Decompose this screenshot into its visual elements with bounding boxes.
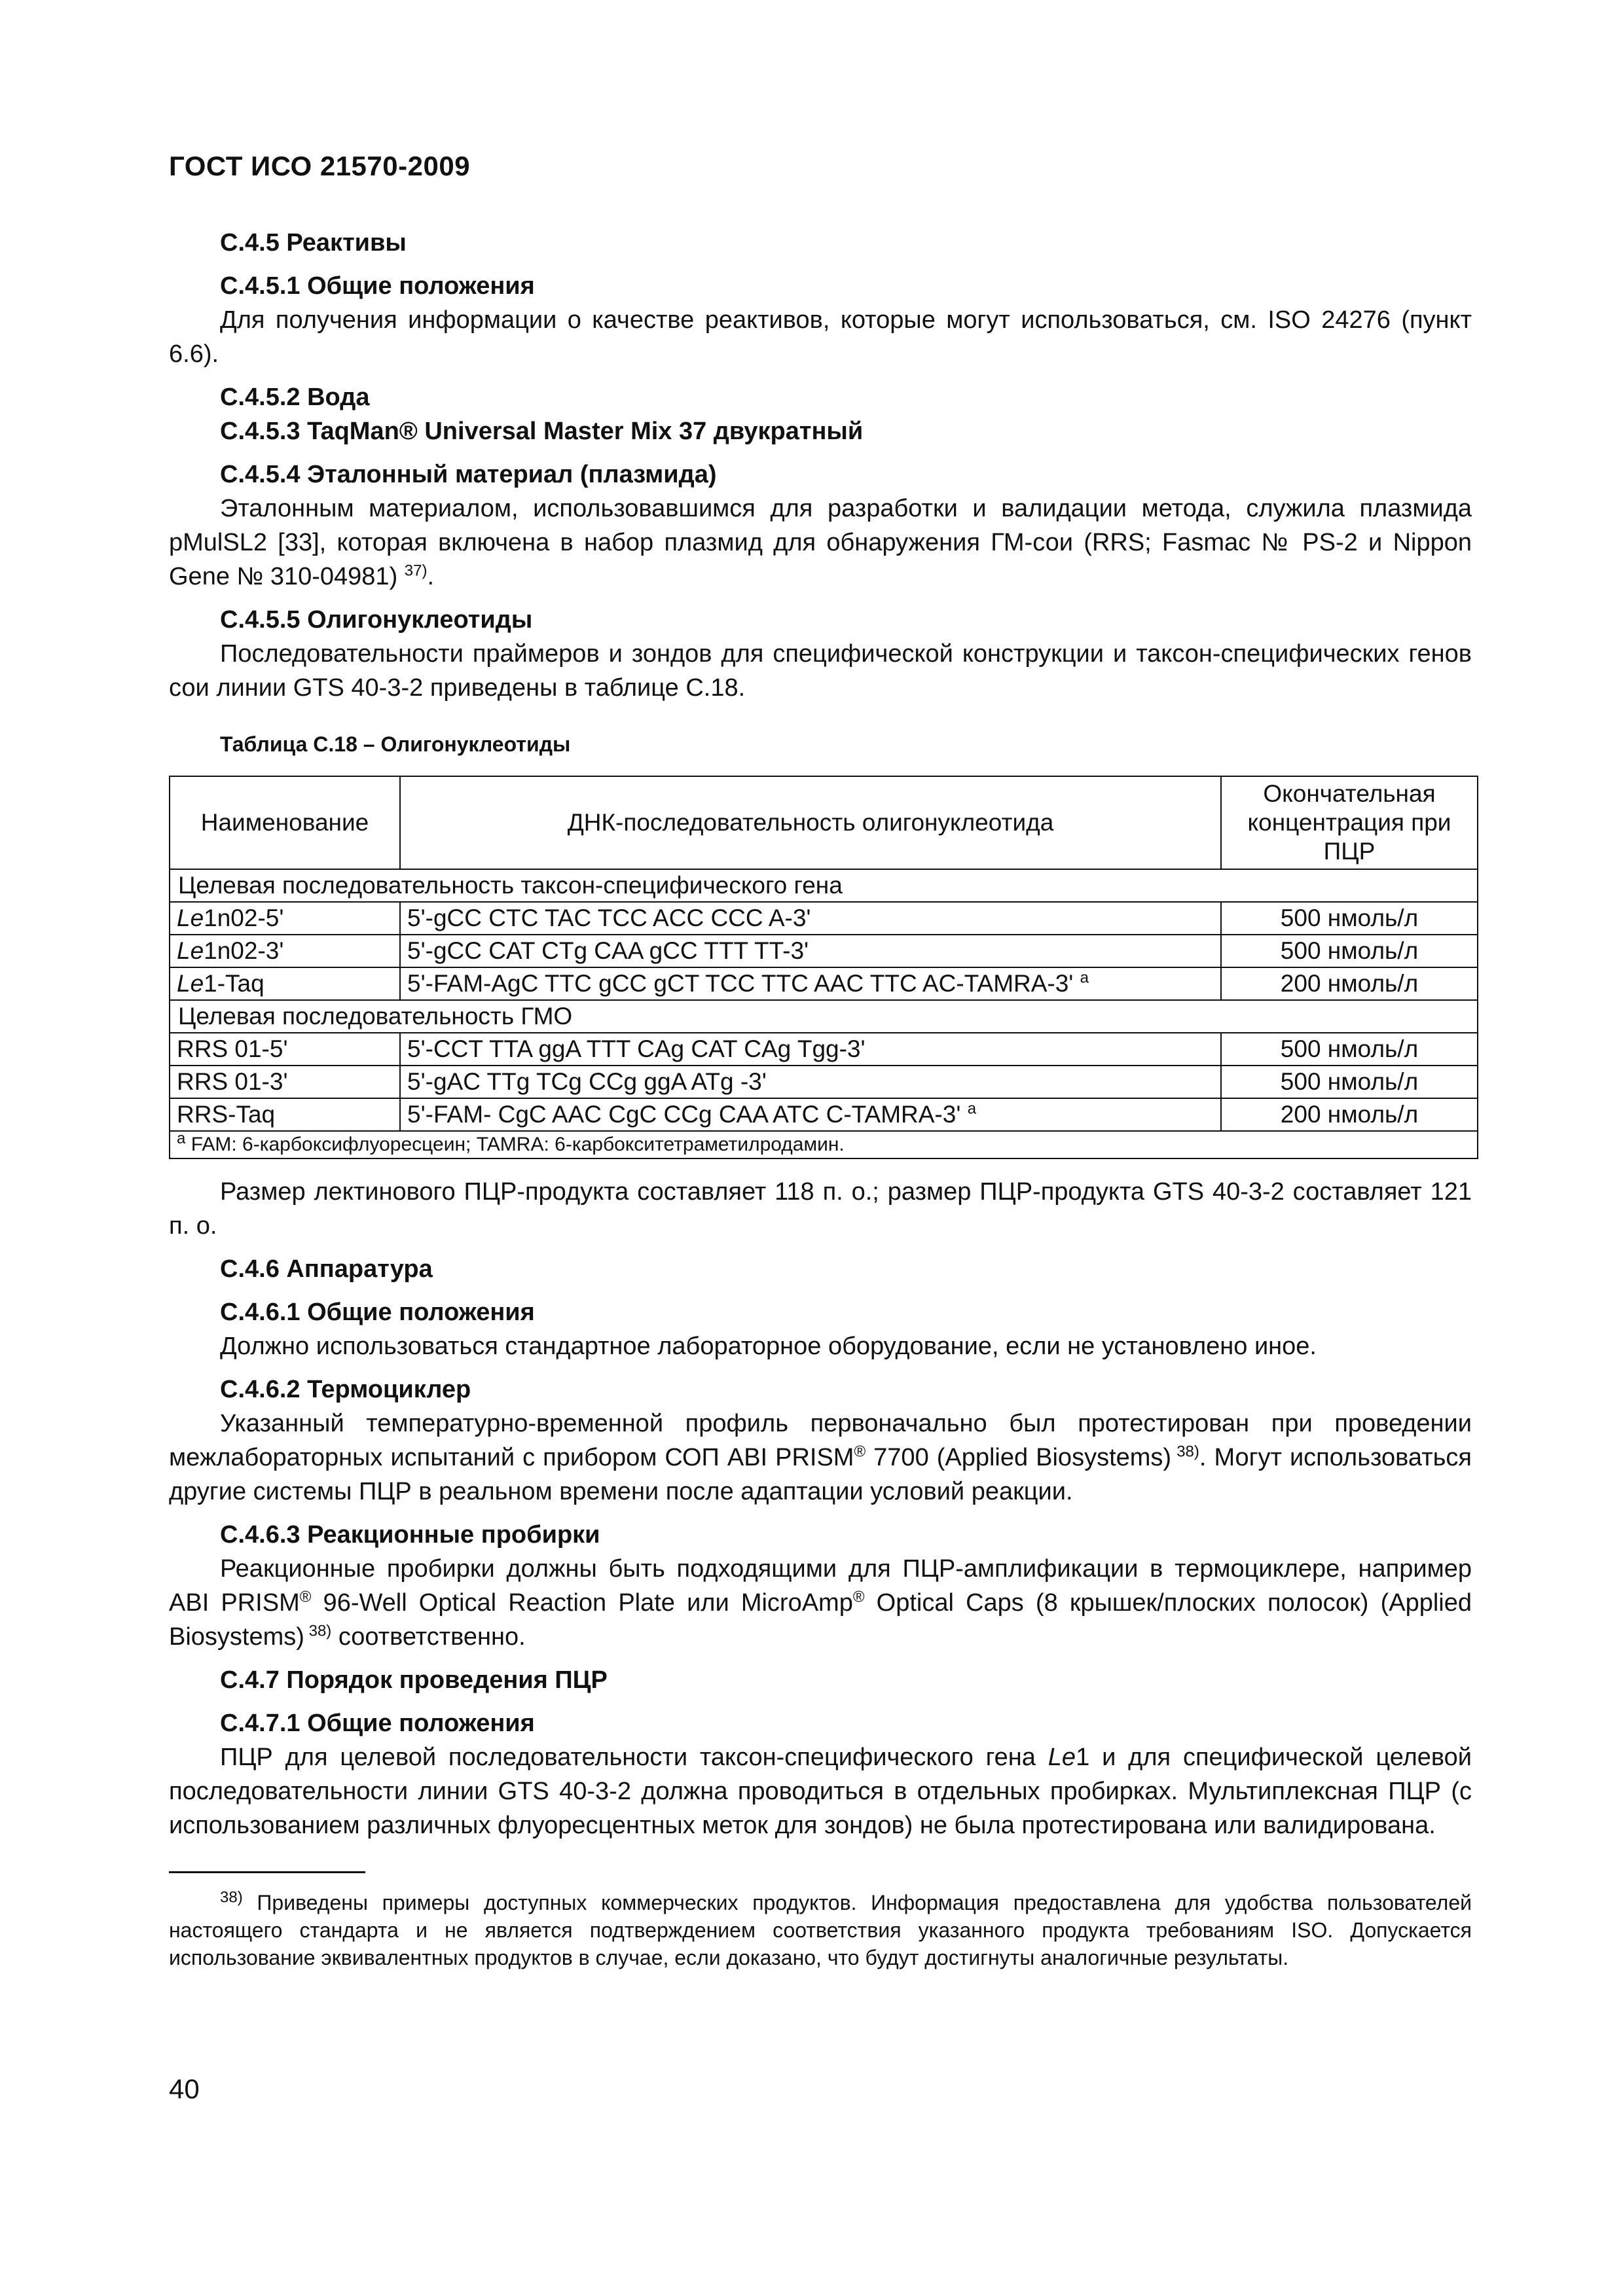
gene-italic: Le xyxy=(177,970,204,997)
paragraph-c471-part-b: 1 и для специфической целевой последовательности линии GTS 40-3-2 должна проводиться в отдельных пробирках. Мультиплексная ПЦР (с использованием различных флуоресцентных меток для зондов) не была протестирована или валидирована. xyxy=(169,1744,1472,1839)
sequence-text: 5'-gCC CTC TAC TCC ACC CCC A-3' xyxy=(407,905,811,931)
section-heading-c455: С.4.5.5 Олигонуклеотиды xyxy=(220,606,533,634)
footnote-mark: 38) xyxy=(220,1888,243,1907)
note-mark: a xyxy=(1080,969,1089,987)
oligo-sequence xyxy=(400,967,1221,1000)
oligo-name xyxy=(170,902,400,935)
table-footnote-text: FAM: 6-карбоксифлуоресцеин; TAMRA: 6-карбокситетраметилродамин. xyxy=(191,1134,845,1155)
footnote-separator xyxy=(169,1871,365,1873)
paragraph-c463-part-c: Optical Caps (8 крышек/плоских полосок) (Applied Biosystems) xyxy=(169,1589,1472,1651)
table-section-row xyxy=(170,869,1478,902)
oligo-name xyxy=(170,1033,400,1066)
name-suffix: 1n02-5' xyxy=(204,905,284,931)
table-header-row xyxy=(170,776,1478,869)
paragraph-c462-part-a: Указанный температурно-временной профиль первоначально был протестирован при проведении межлабораторных испытаний с прибором СОП ABI PRISM xyxy=(169,1410,1472,1471)
section-heading-c454: С.4.5.4 Эталонный материал (плазмида) xyxy=(220,461,717,488)
sequence-text: 5'-FAM-AgC TTC gCC gCT TCC TTC AAC TTC AC-TAMRA-3' xyxy=(407,970,1074,997)
paragraph-c462-part-b: 7700 (Applied Biosystems) xyxy=(866,1444,1172,1471)
table-footnote-row xyxy=(170,1131,1478,1158)
oligo-name xyxy=(170,1098,400,1131)
header-name: Наименование xyxy=(170,776,400,869)
oligo-name xyxy=(170,1066,400,1098)
footnote-ref-38: 38) xyxy=(1171,1443,1199,1461)
paragraph-c463 xyxy=(169,1552,1472,1654)
paragraph-c463-part-b: 96-Well Optical Reaction Plate или MicroAmp xyxy=(311,1589,853,1617)
table-row xyxy=(170,967,1478,1000)
name-suffix: 1-Taq xyxy=(204,970,264,997)
paragraph-product-size: Размер лектинового ПЦР-продукта составляет 118 п. о.; размер ПЦР-продукта GTS 40-3-2 составляет 121 п. о. xyxy=(169,1178,1472,1240)
footnote-ref-38: 38) xyxy=(304,1622,332,1640)
oligo-sequence xyxy=(400,1098,1221,1131)
table-caption: Таблица С.18 – Олигонуклеотиды xyxy=(220,732,571,756)
sequence-text: 5'-gAC TTg TCg CCg ggA ATg -3' xyxy=(407,1068,767,1095)
gene-italic: Le xyxy=(1048,1744,1076,1771)
paragraph-c463-part-a: Реакционные пробирки должны быть подходящими для ПЦР-амплификации в термоциклере, например ABI PRISM xyxy=(169,1555,1472,1617)
gene-italic: Le xyxy=(177,937,204,964)
section-heading-c45: С.4.5 Реактивы xyxy=(220,229,407,257)
paragraph-c454 xyxy=(169,492,1472,594)
oligo-sequence xyxy=(400,1066,1221,1098)
paragraph-c471 xyxy=(169,1740,1472,1842)
oligo-concentration: 200 нмоль/л xyxy=(1221,967,1478,1000)
note-mark: a xyxy=(967,1100,977,1118)
table-row xyxy=(170,902,1478,935)
page-footnote xyxy=(169,1889,1472,1971)
name-suffix: RRS 01-5' xyxy=(177,1035,288,1062)
paragraph-c451: Для получения информации о качестве реактивов, которые могут использоваться, см. ISO 24276 (пункт 6.6). xyxy=(169,306,1472,368)
oligo-name xyxy=(170,967,400,1000)
section-heading-c452: С.4.5.2 Вода xyxy=(220,384,370,411)
oligo-sequence xyxy=(400,1033,1221,1066)
oligo-concentration: 200 нмоль/л xyxy=(1221,1098,1478,1131)
paragraph-c455: Последовательности праймеров и зондов для специфической конструкции и таксон-специфических генов сои линии GTS 40-3-2 приведены в таблице С.18. xyxy=(169,640,1472,702)
page-content xyxy=(169,226,1472,1971)
section-heading-c461: С.4.6.1 Общие положения xyxy=(220,1299,535,1326)
oligo-sequence xyxy=(400,902,1221,935)
name-suffix: RRS 01-3' xyxy=(177,1068,288,1095)
name-suffix: 1n02-3' xyxy=(204,937,284,964)
table-row xyxy=(170,935,1478,967)
header-sequence: ДНК-последовательность олигонуклеотида xyxy=(400,776,1221,869)
section-heading-c453: С.4.5.3 TaqMan® Universal Master Mix 37 двукратный xyxy=(220,418,864,445)
paragraph-c471-part-a: ПЦР для целевой последовательности таксон-специфического гена xyxy=(220,1744,1048,1771)
oligo-concentration: 500 нмоль/л xyxy=(1221,935,1478,967)
oligo-sequence xyxy=(400,935,1221,967)
page-number: 40 xyxy=(169,2073,200,2104)
section-heading-c47: С.4.7 Порядок проведения ПЦР xyxy=(220,1666,608,1694)
oligo-concentration: 500 нмоль/л xyxy=(1221,902,1478,935)
table-footnote-mark: a xyxy=(177,1130,186,1147)
sequence-text: 5'-FAM- CgC AAC CgC CCg CAA ATC C-TAMRA-3' xyxy=(407,1101,961,1128)
table-row xyxy=(170,1066,1478,1098)
section-taxon-specific: Целевая последовательность таксон-специфического гена xyxy=(170,869,1478,902)
paragraph-c461: Должно использоваться стандартное лабораторное оборудование, если не установлено иное. xyxy=(220,1333,1317,1360)
table-row xyxy=(170,1098,1478,1131)
paragraph-c462 xyxy=(169,1407,1472,1509)
standard-header: ГОСТ ИСО 21570-2009 xyxy=(169,151,471,181)
header-concentration: Окончательная концентрация при ПЦР xyxy=(1221,776,1478,869)
footnote-text: Приведены примеры доступных коммерческих продуктов. Информация предоставлена для удобства пользователей настоящего стандарта и не является подтверждением соответствия указанного продукта требованиям ISO. Допускается использование эквивалентных продуктов в случае, если доказано, что будут достигнуты аналогичные результаты. xyxy=(169,1891,1472,1969)
registered-mark: ® xyxy=(852,1588,865,1606)
section-heading-c462: С.4.6.2 Термоциклер xyxy=(220,1376,471,1403)
sequence-text: 5'-CCT TTA ggA TTT CAg CAT CAg Tgg-3' xyxy=(407,1035,866,1062)
oligo-concentration: 500 нмоль/л xyxy=(1221,1033,1478,1066)
section-gmo: Целевая последовательность ГМО xyxy=(170,1000,1478,1033)
table-section-row xyxy=(170,1000,1478,1033)
name-suffix: RRS-Taq xyxy=(177,1101,276,1128)
oligonucleotide-table xyxy=(169,776,1478,1159)
table-footnote xyxy=(170,1131,1478,1158)
table-row xyxy=(170,1033,1478,1066)
registered-mark: ® xyxy=(854,1443,866,1461)
oligo-concentration: 500 нмоль/л xyxy=(1221,1066,1478,1098)
section-heading-c463: С.4.6.3 Реакционные пробирки xyxy=(220,1521,600,1549)
footnote-ref-37: 37) xyxy=(404,562,428,580)
registered-mark: ® xyxy=(299,1588,312,1606)
section-heading-c471: С.4.7.1 Общие положения xyxy=(220,1710,535,1737)
paragraph-c463-part-d: соответственно. xyxy=(331,1623,526,1651)
gene-italic: Le xyxy=(177,905,204,931)
oligo-name xyxy=(170,935,400,967)
paragraph-c454-text: Эталонным материалом, использовавшимся для разработки и валидации метода, служила плазмида pMulSL2 [33], которая включена в набор плазмид для обнаружения ГМ-сои (RRS; Fasmac № PS-2 и Nippon Gene № 310-04981) xyxy=(169,495,1472,590)
paragraph-c454-end: . xyxy=(427,563,435,590)
section-heading-c451: С.4.5.1 Общие положения xyxy=(220,272,535,300)
section-heading-c46: С.4.6 Аппаратура xyxy=(220,1255,433,1283)
sequence-text: 5'-gCC CAT CTg CAA gCC TTT TT-3' xyxy=(407,937,809,964)
paragraph-c462-part-c: . Могут использоваться другие системы ПЦР в реальном времени после адаптации условий реакции. xyxy=(169,1444,1472,1505)
